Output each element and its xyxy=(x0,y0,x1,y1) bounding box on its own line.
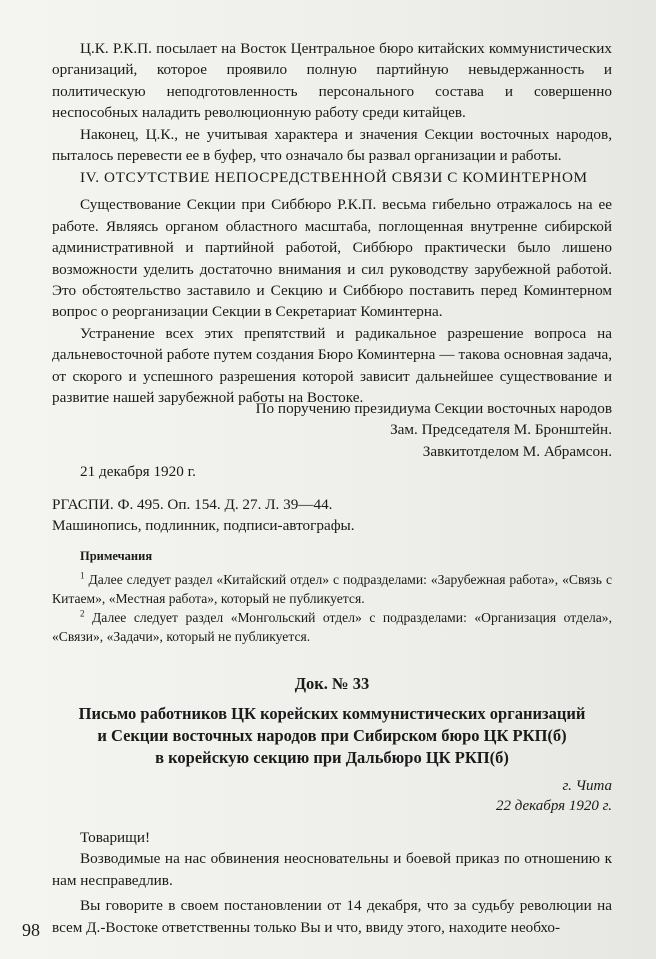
signature-block xyxy=(52,398,612,462)
paragraph: Существование Секции при Сиббюро Р.К.П. весьма гибельно отражалось на ее работе. Являясь органом областного масштаба, поглощенная внутренне сибирской административной и партийной работой, Сиббюро практически было лишено возможности уделить достаточно внимания и сил руководству зарубежной работой. Это обстоятельство заставило и Секцию и Сиббюро поставить перед Коминтерном вопрос о реорганизации Секции в Секретариат Коминтерна. xyxy=(52,196,612,321)
greeting: Товарищи! xyxy=(80,829,151,846)
letter-body xyxy=(52,827,612,938)
notes-title: Примечания xyxy=(80,549,153,563)
document-title-line: и Секции восточных народов при Сибирском бюро ЦК РКП(б) xyxy=(97,726,567,746)
signature-line: Зам. Председателя М. Бронштейн. xyxy=(390,421,612,439)
document-title-line: Письмо работников ЦК корейских коммунистических организаций xyxy=(78,704,586,724)
note-text: Далее следует раздел «Китайский отдел» с подразделами: «Зарубежная работа», «Связь с Китаем», «Местная работа», который не публикуется. xyxy=(52,572,612,607)
signature-line: По поручению президиума Секции восточных народов xyxy=(255,400,612,417)
page-number: 98 xyxy=(22,920,40,940)
place-date-block xyxy=(52,776,612,816)
date-block xyxy=(52,461,612,482)
note-item xyxy=(52,608,612,646)
archive-desc: Машинопись, подлинник, подписи-автографы. xyxy=(52,517,355,535)
archive-ref: РГАСПИ. Ф. 495. Оп. 154. Д. 27. Л. 39—44. xyxy=(52,496,333,513)
paragraph: Устранение всех этих препятствий и радикальное разрешение вопроса на дальневосточной работе путем создания Бюро Коминтерна — такова основная задача, от скорого и успешного разрешения которой зависит дальнейшее существование и развитие нашей зарубежной работы на Востоке. xyxy=(52,324,612,407)
paragraph: Наконец, Ц.К., не учитывая характера и значения Секции восточных народов, пыталось перевести ее в буфер, что означало бы развал организации и работы. xyxy=(52,125,612,165)
paragraph: Вы говорите в своем постановлении от 14 декабря, что за судьбу революции на всем Д.-Востоке ответственны только Вы и что, ввиду этого, находите необхо- xyxy=(52,897,612,936)
document-number: Док. № 33 xyxy=(294,674,370,693)
document-title-line: в корейскую секцию при Дальбюро ЦК РКП(б) xyxy=(155,748,509,768)
archive-block xyxy=(52,494,612,537)
notes-block xyxy=(52,546,612,646)
signature-line: Завкитотделом М. Абрамсон. xyxy=(422,442,612,460)
note-item xyxy=(52,570,612,608)
document-header xyxy=(52,673,612,769)
note-text: Далее следует раздел «Монгольский отдел» с подразделами: «Организация отдела», «Связи», «Задачи», который не публикуется. xyxy=(52,610,612,645)
paragraph: Возводимые на нас обвинения неосновательны и боевой приказ по отношению к нам несправедлив. xyxy=(52,850,612,889)
document-date: 21 декабря 1920 г. xyxy=(80,463,196,480)
top-section xyxy=(52,38,612,166)
section-heading: IV. ОТСУТСТВИЕ НЕПОСРЕДСТВЕННОЙ СВЯЗИ С КОМИНТЕРНОМ xyxy=(80,169,588,186)
document-place: г. Чита xyxy=(562,778,612,794)
paragraph: Ц.К. Р.К.П. посылает на Восток Центральное бюро китайских коммунистических организаций, которое проявило полную партийную невыдержанность и политическую неподготовленность персонального состава и совершенно неспособных наладить революционную работу среди китайцев. xyxy=(52,40,612,122)
note-number: 2 xyxy=(80,608,85,619)
section-iv xyxy=(52,167,612,408)
document-letter-date: 22 декабря 1920 г. xyxy=(495,798,612,814)
note-number: 1 xyxy=(80,570,85,581)
